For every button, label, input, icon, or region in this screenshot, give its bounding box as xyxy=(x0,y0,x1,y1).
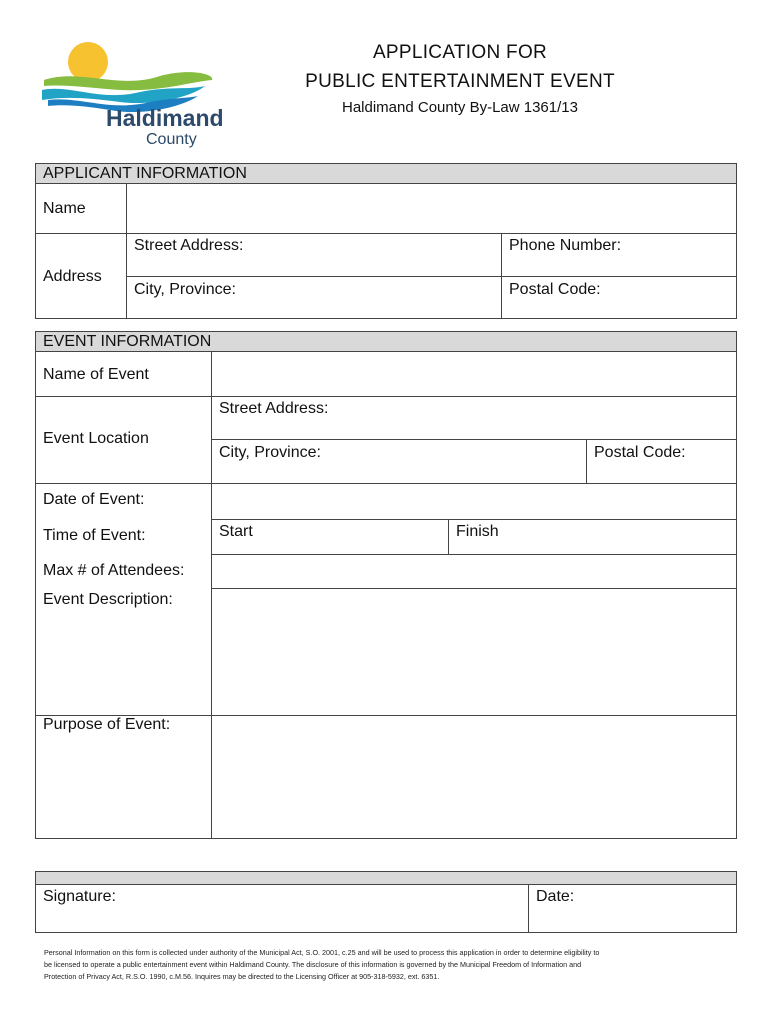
event-section-heading: EVENT INFORMATION xyxy=(36,332,736,352)
applicant-phone-field[interactable]: Phone Number: xyxy=(501,233,737,277)
event-purpose-field[interactable] xyxy=(211,715,737,839)
event-date-field[interactable] xyxy=(211,483,737,519)
privacy-notice-line3: Protection of Privacy Act, R.S.O. 1990, c.M.56. Inquires may be directed to the Licensing Officer at 905-318-5932, ext. 6351. xyxy=(44,972,440,981)
event-description-field[interactable] xyxy=(211,588,737,715)
max-attendees-label: Max # of Attendees: xyxy=(43,562,185,579)
bylaw-reference: Haldimand County By-Law 1361/13 xyxy=(342,99,578,116)
event-name-label: Name of Event xyxy=(43,366,149,383)
logo-text-sub: County xyxy=(146,131,197,148)
event-finish-field[interactable]: Finish xyxy=(448,519,737,554)
event-location-label: Event Location xyxy=(43,430,149,447)
signature-field[interactable]: Signature: xyxy=(43,888,116,905)
privacy-notice xyxy=(44,947,734,983)
haldimand-county-logo xyxy=(40,40,240,150)
event-date-label: Date of Event: xyxy=(43,491,145,508)
event-city-field[interactable]: City, Province: xyxy=(211,440,586,483)
logo-text-main: Haldimand xyxy=(106,105,224,131)
event-description-label: Event Description: xyxy=(43,591,173,608)
applicant-street-field[interactable]: Street Address: xyxy=(126,233,501,277)
event-purpose-label: Purpose of Event: xyxy=(43,716,171,733)
form-title-line2: PUBLIC ENTERTAINMENT EVENT xyxy=(305,71,615,92)
signature-date-field[interactable]: Date: xyxy=(528,884,737,933)
applicant-address-label: Address xyxy=(43,268,102,285)
signature-section xyxy=(35,871,737,933)
event-start-field[interactable]: Start xyxy=(211,519,448,554)
applicant-information-section xyxy=(35,163,737,319)
privacy-notice-line1: Personal Information on this form is collected under authority of the Municipal Act, S.O. 2001, c.25 and will be used to process this application in order to determine eligibility to xyxy=(44,948,600,957)
applicant-postal-field[interactable]: Postal Code: xyxy=(501,277,737,319)
privacy-notice-line2: be licensed to operate a public entertainment event within Haldimand County. The disclosure of this information is governed by the Municipal Freedom of Information and xyxy=(44,960,582,969)
applicant-city-field[interactable]: City, Province: xyxy=(126,277,501,319)
event-name-field[interactable] xyxy=(211,352,737,397)
event-time-label: Time of Event: xyxy=(43,527,146,544)
applicant-section-heading: APPLICANT INFORMATION xyxy=(36,164,736,184)
form-title-line1: APPLICATION FOR xyxy=(372,42,548,63)
logo-green-wave-icon xyxy=(44,72,212,90)
event-postal-field[interactable]: Postal Code: xyxy=(586,440,737,483)
event-street-field[interactable]: Street Address: xyxy=(211,396,737,440)
applicant-name-field[interactable] xyxy=(126,184,737,234)
event-information-section xyxy=(35,331,737,839)
max-attendees-field[interactable] xyxy=(211,554,737,588)
logo-sun-icon xyxy=(68,42,108,82)
applicant-name-label: Name xyxy=(43,200,86,217)
